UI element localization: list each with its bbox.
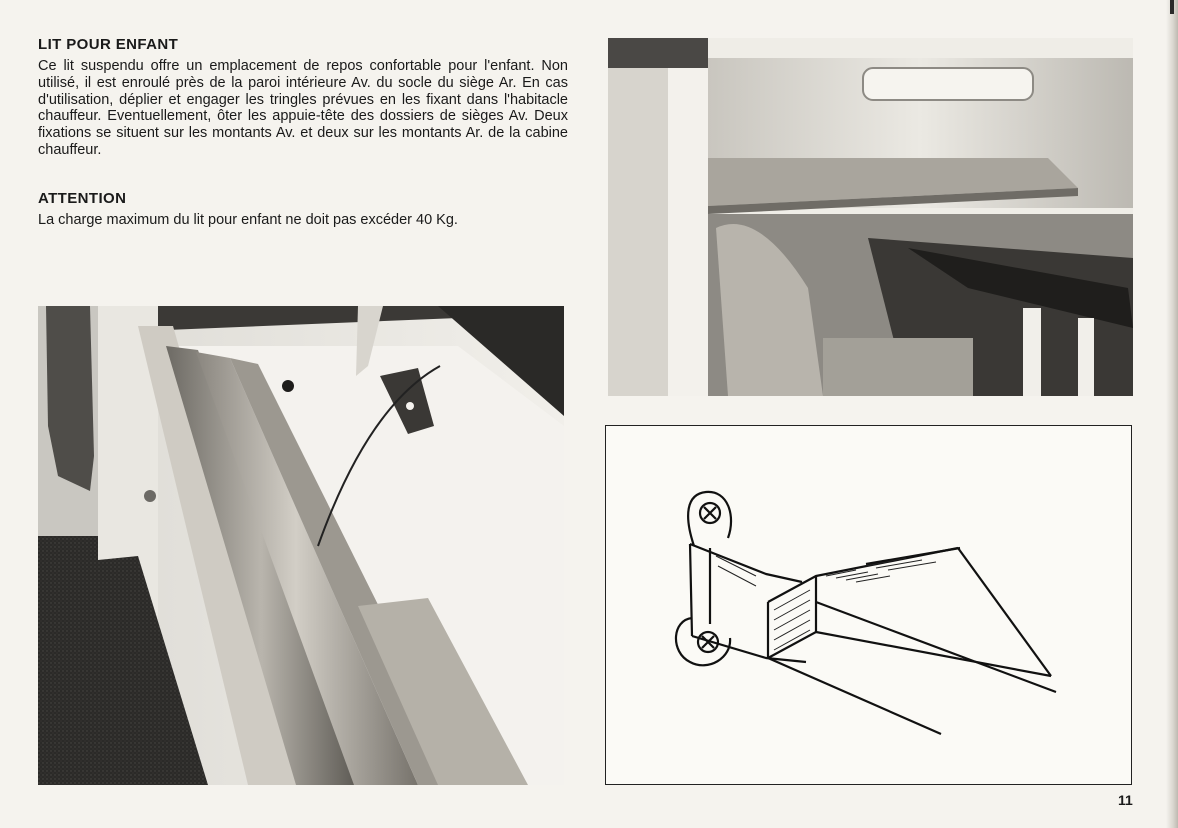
photo-installed-bed: [608, 38, 1133, 396]
page-edge-shadow: [1166, 0, 1178, 828]
fixation-drawing: [605, 425, 1132, 785]
section-body: Ce lit suspendu offre un emplacement de repos confortable pour l'enfant. Non utilisé, il est enroulé près de la paroi intérieure Av. du socle du siège Ar. En cas d'utilisation, déplier et engager les tringles prévues en les fixant dans l'habitacle chauffeur. Eventuellement, ôter les appuie-tête des dossiers de sièges Av. Deux fixations se situent sur les montants Av. et deux sur les montants Ar. de la cabine chauffeur.: [38, 58, 568, 158]
warning-title: ATTENTION: [38, 190, 127, 207]
page-number: 11: [1118, 792, 1133, 808]
warning-body: La charge maximum du lit pour enfant ne doit pas excéder 40 Kg.: [38, 212, 458, 228]
photo-rolled-bed: [38, 306, 564, 785]
section-title: LIT POUR ENFANT: [38, 36, 179, 53]
